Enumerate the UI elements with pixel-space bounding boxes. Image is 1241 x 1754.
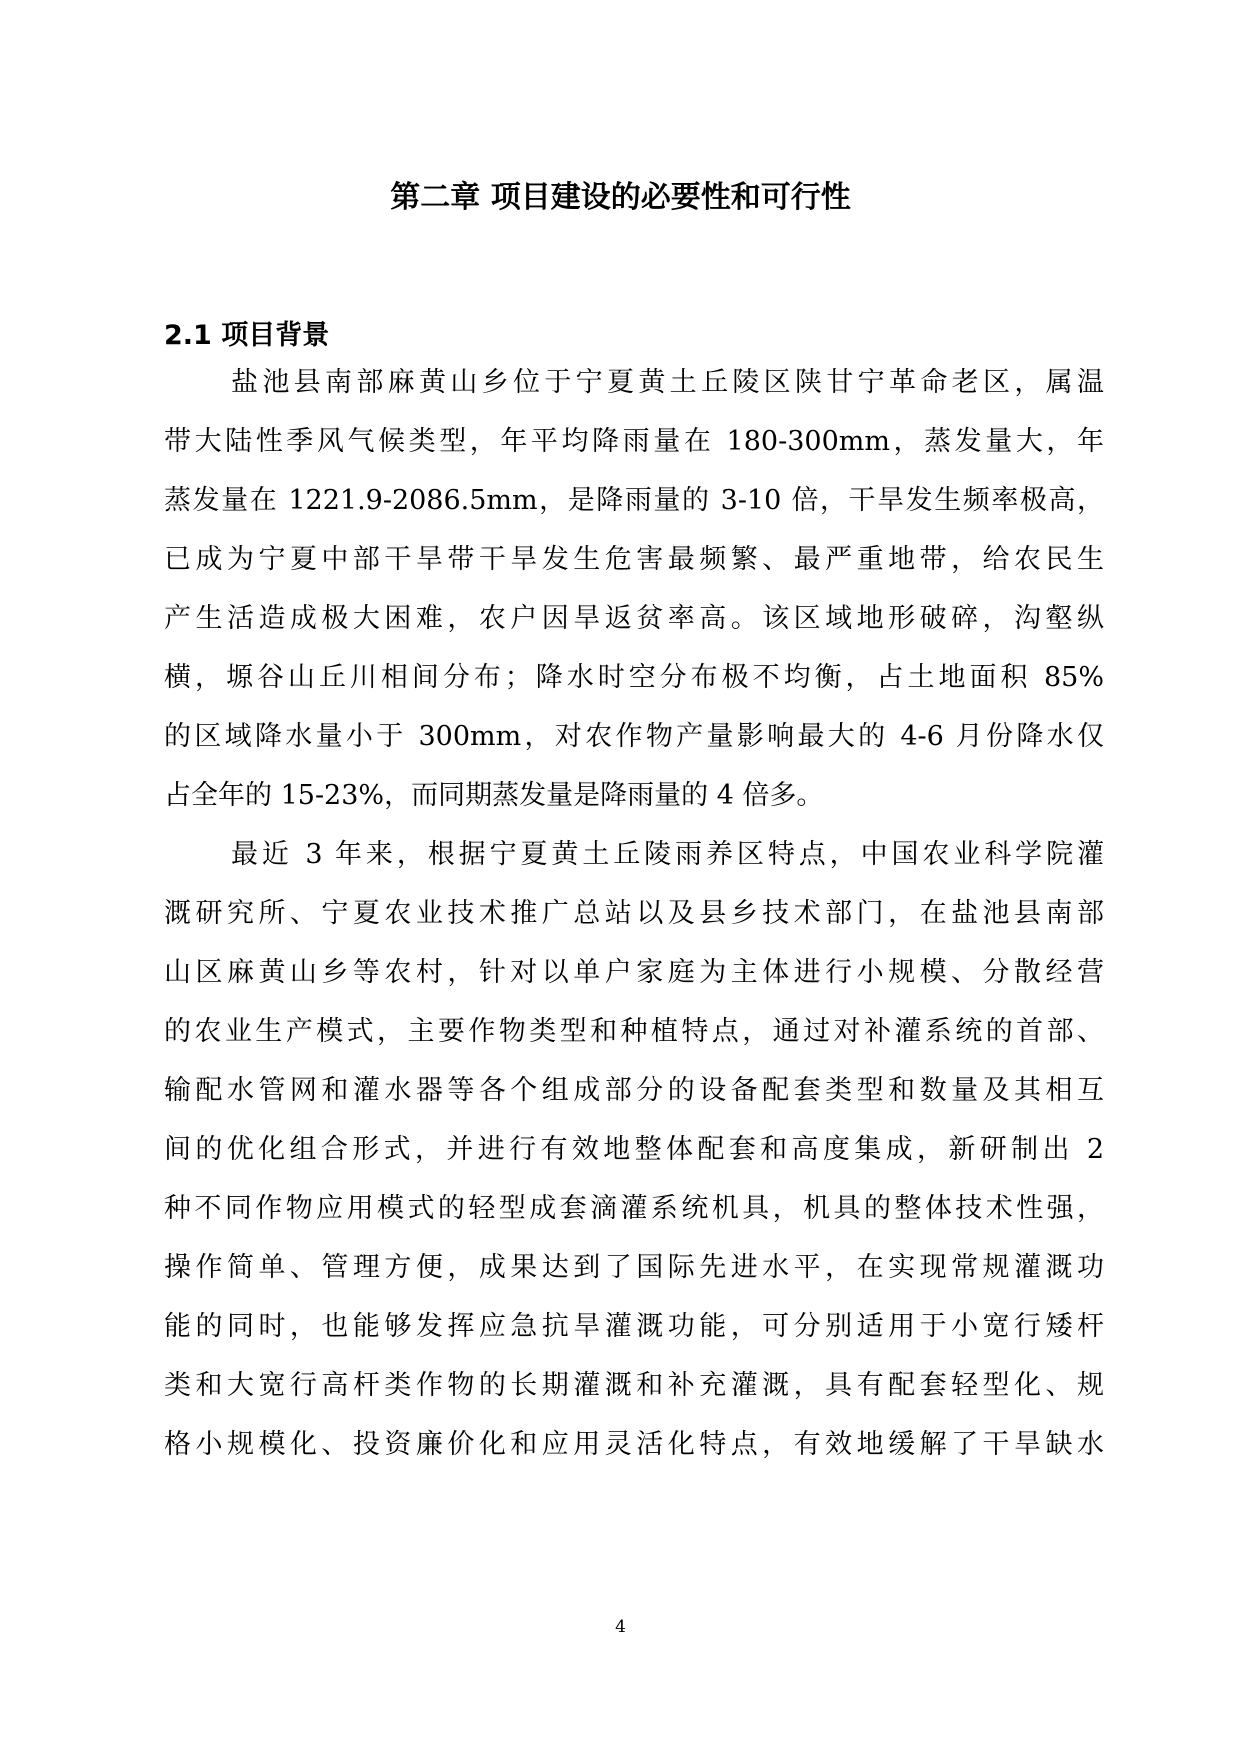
paragraph-line: 种不同作物应用模式的轻型成套滴灌系统机具，机具的整体技术性强， — [164, 1193, 1104, 1224]
paragraph-line: 类和大宽行高杆类作物的长期灌溉和补充灌溉，具有配套轻型化、规 — [164, 1370, 1104, 1401]
paragraph-line: 操作简单、管理方便，成果达到了国际先进水平，在实现常规灌溉功 — [164, 1252, 1104, 1283]
paragraph-line: 溉研究所、宁夏农业技术推广总站以及县乡技术部门，在盐池县南部 — [164, 898, 1104, 929]
paragraph-line: 的区域降水量小于 300mm，对农作物产量影响最大的 4-6 月份降水仅 — [164, 721, 1104, 752]
page-number: 4 — [615, 1617, 626, 1637]
paragraph-line: 带大陆性季风气候类型，年平均降雨量在 180-300mm，蒸发量大，年 — [164, 426, 1104, 457]
paragraph-line: 蒸发量在 1221.9-2086.5mm，是降雨量的 3-10 倍，干旱发生频率极高， — [164, 485, 1104, 516]
paragraph-line: 的农业生产模式，主要作物类型和种植特点，通过对补灌系统的首部、 — [164, 1016, 1104, 1047]
paragraph-line: 最近 3 年来，根据宁夏黄土丘陵雨养区特点，中国农业科学院灌 — [231, 839, 1104, 870]
paragraph-line: 占全年的 15-23%，而同期蒸发量是降雨量的 4 倍多。 — [164, 780, 824, 811]
paragraph-line: 已成为宁夏中部干旱带干旱发生危害最频繁、最严重地带，给农民生 — [164, 544, 1104, 575]
paragraph-line: 间的优化组合形式，并进行有效地整体配套和高度集成，新研制出 2 — [164, 1134, 1104, 1165]
section-title: 2.1 项目背景 — [164, 320, 330, 351]
paragraph-line: 山区麻黄山乡等农村，针对以单户家庭为主体进行小规模、分散经营 — [164, 957, 1104, 988]
paragraph-line: 横，塬谷山丘川相间分布；降水时空分布极不均衡，占土地面积 85% — [164, 662, 1104, 693]
paragraph-line: 能的同时，也能够发挥应急抗旱灌溉功能，可分别适用于小宽行矮杆 — [164, 1311, 1104, 1342]
paragraph-line: 盐池县南部麻黄山乡位于宁夏黄土丘陵区陕甘宁革命老区，属温 — [231, 367, 1104, 398]
chapter-title: 第二章 项目建设的必要性和可行性 — [390, 180, 851, 215]
paragraph-line: 产生活造成极大困难，农户因旱返贫率高。该区域地形破碎，沟壑纵 — [164, 603, 1104, 634]
paragraph-line: 格小规模化、投资廉价化和应用灵活化特点，有效地缓解了干旱缺水 — [164, 1429, 1104, 1460]
paragraph-line: 输配水管网和灌水器等各个组成部分的设备配套类型和数量及其相互 — [164, 1075, 1104, 1106]
